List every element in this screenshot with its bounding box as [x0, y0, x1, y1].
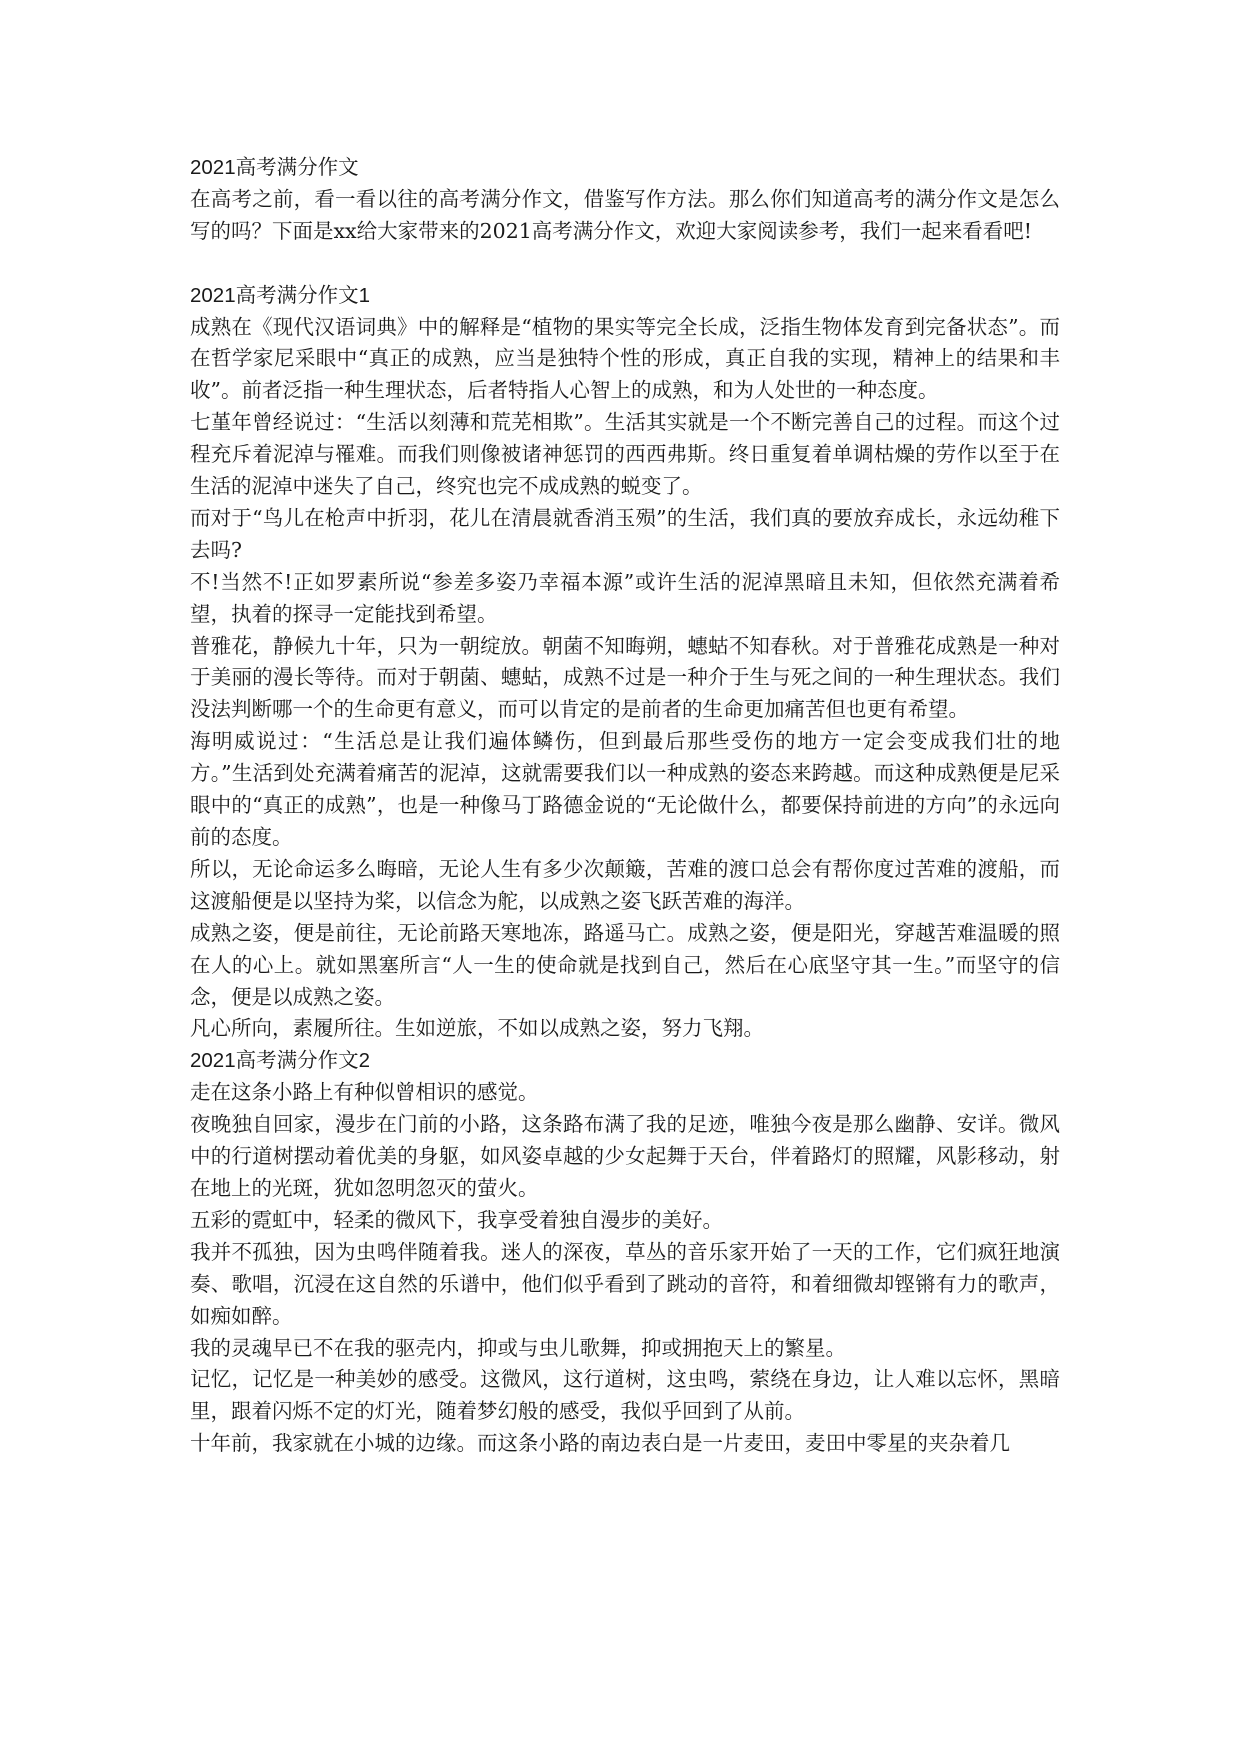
essay-2-paragraph: 我并不孤独，因为虫鸣伴随着我。迷人的深夜，草丛的音乐家开始了一天的工作，它们疯狂地演奏、歌唱，沉浸在这自然的乐谱中，他们似乎看到了跳动的音符，和着细微却铿锵有力的歌声，如痴如醉。: [190, 1239, 1060, 1328]
essay-1-paragraph: 成熟之姿，便是前往，无论前路天寒地冻，路遥马亡。成熟之姿，便是阳光，穿越苦难温暖的照在人的心上。就如黑塞所言“人一生的使命就是找到自己，然后在心底坚守其一生。”而坚守的信念，便是以成熟之姿。: [190, 920, 1060, 1009]
essay-1-paragraph: 凡心所向，素履所往。生如逆旅，不如以成熟之姿，努力飞翔。: [190, 1016, 764, 1041]
essay-2-paragraph: 夜晚独自回家，漫步在门前的小路，这条路布满了我的足迹，唯独今夜是那么幽静、安详。微风中的行道树摆动着优美的身躯，如风姿卓越的少女起舞于天台，伴着路灯的照耀，风影移动，射在地上的光斑，犹如忽明忽灭的萤火。: [190, 1112, 1060, 1200]
essay-2-heading: 2021高考满分作文2: [190, 1049, 371, 1073]
document-page: [190, 152, 1060, 1460]
essay-2-paragraph: 我的灵魂早已不在我的驱壳内，抑或与虫儿歌舞，抑或拥抱天上的繁星。: [190, 1335, 846, 1360]
intro-paragraph: 在高考之前，看一看以往的高考满分作文，借鉴写作方法。那么你们知道高考的满分作文是怎么写的吗？下面是xx给大家带来的2021高考满分作文，欢迎大家阅读参考，我们一起来看看吧!: [190, 186, 1060, 243]
essay-1-paragraph: 海明威说过：“生活总是让我们遍体鳞伤，但到最后那些受伤的地方一定会变成我们壮的地方。”生活到处充满着痛苦的泥淖，这就需要我们以一种成熟的姿态来跨越。而这种成熟便是尼采眼中的“真正的成熟”，也是一种像马丁路德金说的“无论做什么，都要保持前进的方向”的永远向前的态度。: [190, 729, 1060, 850]
essay-1-paragraph: 七堇年曾经说过：“生活以刻薄和荒芜相欺”。生活其实就是一个不断完善自己的过程。而这个过程充斥着泥淖与罹难。而我们则像被诸神惩罚的西西弗斯。终日重复着单调枯燥的劳作以至于在生活的泥淖中迷失了自己，终究也完不成成熟的蜕变了。: [190, 410, 1060, 499]
essay-1-heading: 2021高考满分作文1: [190, 283, 371, 307]
essay-2-paragraph: 五彩的霓虹中，轻柔的微风下，我享受着独自漫步的美好。: [190, 1207, 723, 1232]
essay-1-paragraph: 所以，无论命运多么晦暗，无论人生有多少次颠簸，苦难的渡口总会有帮你度过苦难的渡船，而这渡船便是以坚持为桨，以信念为舵，以成熟之姿飞跃苦难的海洋。: [190, 856, 1060, 913]
essay-1-paragraph: 而对于“鸟儿在枪声中折羽，花儿在清晨就香消玉殒”的生活，我们真的要放弃成长，永远幼稚下去吗?: [190, 505, 1060, 562]
document-title: 2021高考满分作文: [190, 156, 359, 179]
spacer: [190, 248, 1060, 280]
essay-1-paragraph: 成熟在《现代汉语词典》中的解释是“植物的果实等完全长成，泛指生物体发育到完备状态”。而在哲学家尼采眼中“真正的成熟，应当是独特个性的形成，真正自我的实现，精神上的结果和丰收”。前者泛指一种生理状态，后者特指人心智上的成熟，和为人处世的一种态度。: [190, 314, 1060, 403]
essay-2-paragraph: 记忆，记忆是一种美妙的感受。这微风，这行道树，这虫鸣，萦绕在身边，让人难以忘怀，黑暗里，跟着闪烁不定的灯光，随着梦幻般的感受，我似乎回到了从前。: [190, 1367, 1060, 1424]
essay-1-paragraph: 不!当然不!正如罗素所说“参差多姿乃幸福本源”或许生活的泥淖黑暗且未知，但依然充满着希望，执着的探寻一定能找到希望。: [190, 569, 1060, 626]
essay-2-paragraph: 走在这条小路上有种似曾相识的感觉。: [190, 1080, 539, 1105]
essay-1-paragraph: 普雅花，静候九十年，只为一朝绽放。朝菌不知晦朔，蟪蛄不知春秋。对于普雅花成熟是一种对于美丽的漫长等待。而对于朝菌、蟪蛄，成熟不过是一种介于生与死之间的一种生理状态。我们没法判断哪一个的生命更有意义，而可以肯定的是前者的生命更加痛苦但也更有希望。: [190, 633, 1060, 722]
essay-2-paragraph: 十年前，我家就在小城的边缘。而这条小路的南边表白是一片麦田，麦田中零星的夹杂着几: [190, 1431, 1010, 1456]
